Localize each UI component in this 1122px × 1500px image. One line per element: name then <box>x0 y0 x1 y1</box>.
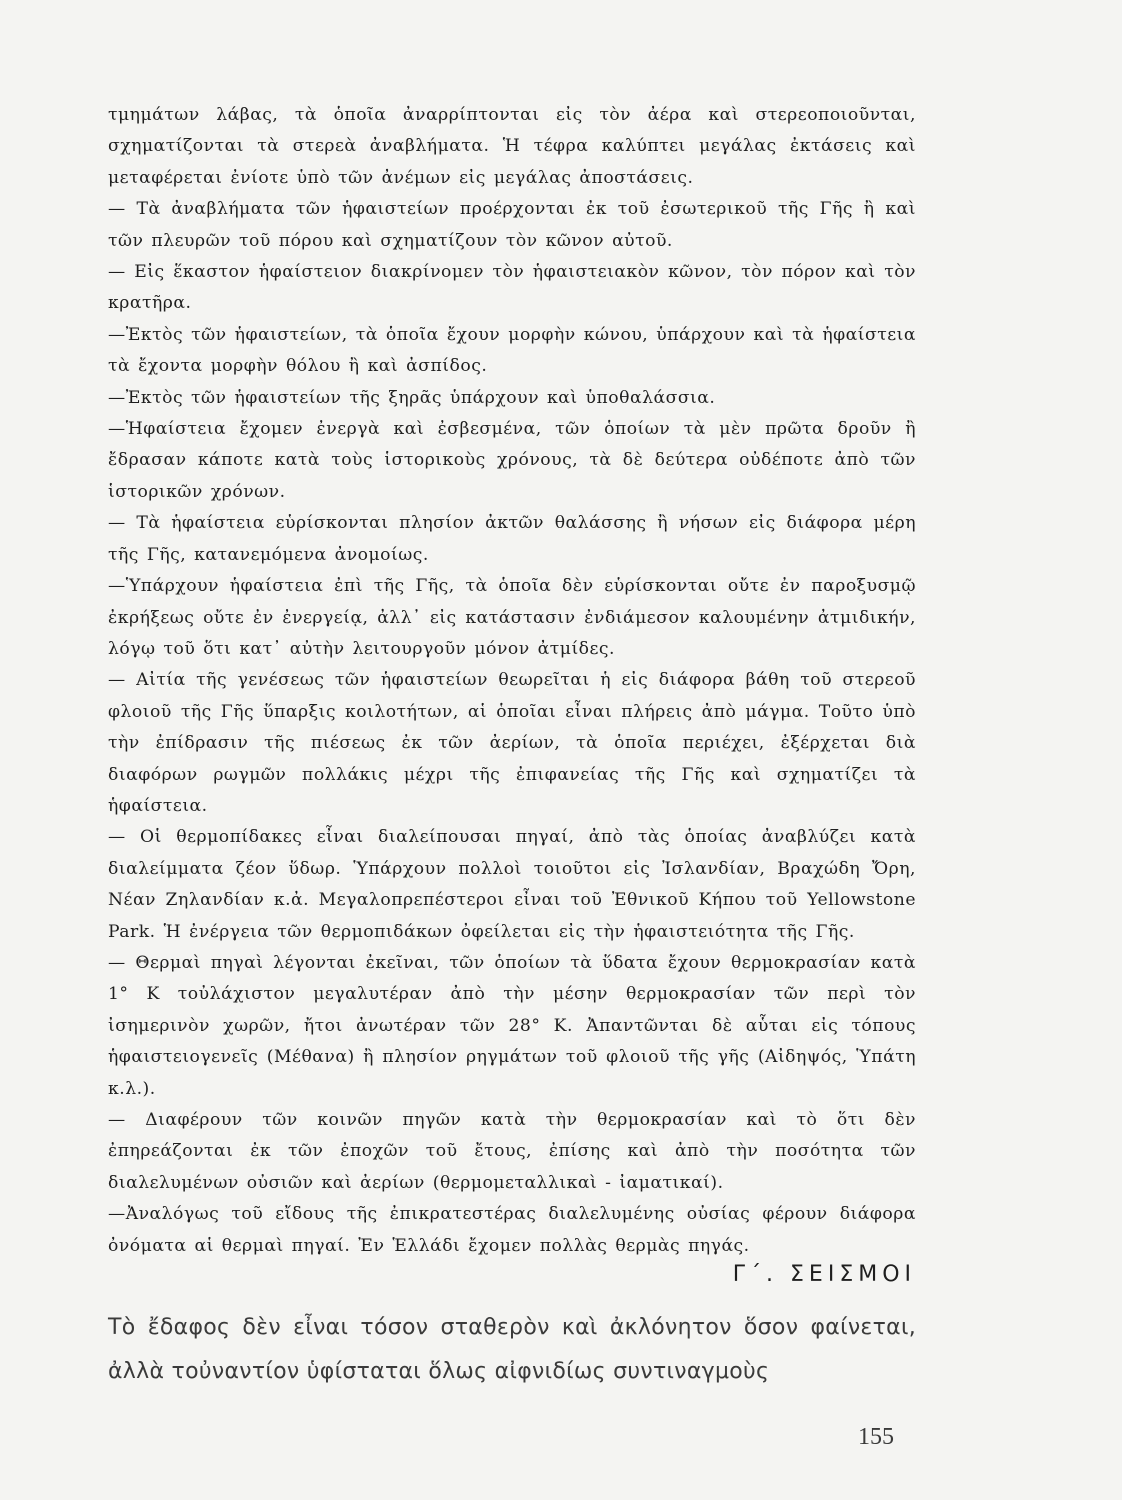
paragraph-springs-names: —Ἀναλόγως τοῦ εἴδους τῆς ἐπικρατεστέρας διαλελυμένης οὐσίας φέρουν διάφορα ὀνόματα αἱ θερμαὶ πηγαί. Ἐν Ἑλλάδι ἔχομεν πολλὰς θερμὰς πηγάς. <box>108 1204 916 1256</box>
paragraph-submarine-volcanoes: —Ἐκτὸς τῶν ἡφαιστείων τῆς ξηρᾶς ὑπάρχουν καὶ ὑποθαλάσσια. <box>108 387 716 408</box>
section-body <box>108 1306 916 1394</box>
paragraph-volcano-parts: — Εἰς ἕκαστον ἡφαίστειον διακρίνομεν τὸν ἡφαιστειακὸν κῶνον, τὸν πόρον καὶ τὸν κρατῆρα. <box>108 262 916 314</box>
section-heading: Γ΄. ΣΕΙΣΜΟΙ <box>732 1262 916 1287</box>
paragraph-geysers: — Οἱ θερμοπίδακες εἶναι διαλείπουσαι πηγαί, ἀπὸ τὰς ὁποίας ἀναβλύζει κατὰ διαλείμματα ζέον ὕδωρ. Ὑπάρχουν πολλοὶ τοιοῦτοι εἰς Ἰσλανδίαν, Βραχώδη Ὄρη, Νέαν Ζηλανδίαν κ.ἀ. Μεγαλοπρεπέστεροι εἶναι τοῦ Ἐθνικοῦ Κήπου τοῦ Yellowstone Park. Ἡ ἐνέργεια τῶν θερμοπιδάκων ὀφείλεται εἰς τὴν ἡφαιστειότητα τῆς Γῆς. <box>108 827 916 942</box>
paragraph-volcano-cause: — Αἰτία τῆς γενέσεως τῶν ἡφαιστείων θεωρεῖται ἡ εἰς διάφορα βάθη τοῦ στερεοῦ φλοιοῦ τῆς Γῆς ὕπαρξις κοιλοτήτων, αἱ ὁποῖαι εἶναι πλήρεις ἀπὸ μάγμα. Τοῦτο ὑπὸ τὴν ἐπίδρασιν τῆς πιέσεως ἐκ τῶν ἀερίων, τὰ ὁποῖα περιέχει, ἐξέρχεται διὰ διαφόρων ρωγμῶν πολλάκις μέχρι τῆς ἐπιφανείας τῆς Γῆς καὶ σχηματίζει τὰ ἡφαίστεια. <box>108 670 916 816</box>
body-text <box>108 100 916 1262</box>
paragraph-ejecta-origin: — Τὰ ἀναβλήματα τῶν ἡφαιστείων προέρχονται ἐκ τοῦ ἐσωτερικοῦ τῆς Γῆς ἢ καὶ τῶν πλευρῶν τοῦ πόρου καὶ σχηματίζουν τὸν κῶνον αὐτοῦ. <box>108 199 916 251</box>
paragraph-hot-springs: — Θερμαὶ πηγαὶ λέγονται ἐκεῖναι, τῶν ὁποίων τὰ ὕδατα ἔχουν θερμοκρασίαν κατὰ 1° Κ τοὐλάχιστον μεγαλυτέραν ἀπὸ τὴν μέσην θερμοκρασίαν τῶν περὶ τὸν ἰσημερινὸν χωρῶν, ἤτοι ἀνωτέραν τῶν 28° Κ. Ἀπαντῶνται δὲ αὗται εἰς τόπους ἡφαιστειογενεῖς (Μέθανα) ἢ πλησίον ρηγμάτων τοῦ φλοιοῦ τῆς γῆς (Αἰδηψός, Ὑπάτη κ.λ.). <box>108 952 916 1099</box>
paragraph-springs-differences: — Διαφέρουν τῶν κοινῶν πηγῶν κατὰ τὴν θερμοκρασίαν καὶ τὸ ὅτι δὲν ἐπηρεάζονται ἐκ τῶν ἐποχῶν τοῦ ἔτους, ἐπίσης καὶ ἀπὸ τὴν ποσότητα τῶν διαλελυμένων οὐσιῶν καὶ ἀερίων (θερμομεταλλικαὶ - ἰαματικαί). <box>108 1110 916 1193</box>
paragraph-volcano-shapes: —Ἐκτὸς τῶν ἡφαιστείων, τὰ ὁποῖα ἔχουν μορφὴν κώνου, ὑπάρχουν καὶ τὰ ἡφαίστεια τὰ ἔχοντα μορφὴν θόλου ἢ καὶ ἀσπίδος. <box>108 324 916 377</box>
paragraph-active-extinct: —Ἡφαίστεια ἔχομεν ἐνεργὰ καὶ ἐσβεσμένα, τῶν ὁποίων τὰ μὲν πρῶτα δροῦν ἢ ἔδρασαν κάποτε κατὰ τοὺς ἱστορικοὺς χρόνους, τὰ δὲ δεύτερα οὐδέποτε ἀπὸ τῶν ἱστορικῶν χρόνων. <box>108 419 916 502</box>
paragraph-fumarolic-state: —Ὑπάρχουν ἡφαίστεια ἐπὶ τῆς Γῆς, τὰ ὁποῖα δὲν εὑρίσκονται οὔτε ἐν παροξυσμῷ ἐκρήξεως οὔτε ἐν ἐνεργείᾳ, ἀλλ᾽ εἰς κατάστασιν ἐνδιάμεσον καλουμένην ἀτμιδικήν, λόγῳ τοῦ ὅτι κατ᾽ αὐτὴν λειτουργοῦν μόνον ἀτμίδες. <box>108 576 916 659</box>
page-number: 155 <box>858 1424 894 1450</box>
paragraph-lava-ash: τμημάτων λάβας, τὰ ὁποῖα ἀναρρίπτονται εἰς τὸν ἀέρα καὶ στερεοποιοῦνται, σχηματίζονται τὰ στερεὰ ἀναβλήματα. Ἡ τέφρα καλύπτει μεγάλας ἐκτάσεις καὶ μεταφέρεται ἐνίοτε ὑπὸ τῶν ἀνέμων εἰς μεγάλας ἀποστάσεις. <box>108 105 916 188</box>
paragraph-earthquakes-intro: Τὸ ἔδαφος δὲν εἶναι τόσον σταθερὸν καὶ ἀκλόνητον ὅσον φαίνεται, ἀλλὰ τοὐναντίον ὑφίσταται ὅλως αἰφνιδίως συντιναγμοὺς <box>108 1315 916 1384</box>
paragraph-volcano-locations: — Τὰ ἡφαίστεια εὑρίσκονται πλησίον ἀκτῶν θαλάσσης ἢ νήσων εἰς διάφορα μέρη τῆς Γῆς, κατανεμόμενα ἀνομοίως. <box>108 513 916 565</box>
